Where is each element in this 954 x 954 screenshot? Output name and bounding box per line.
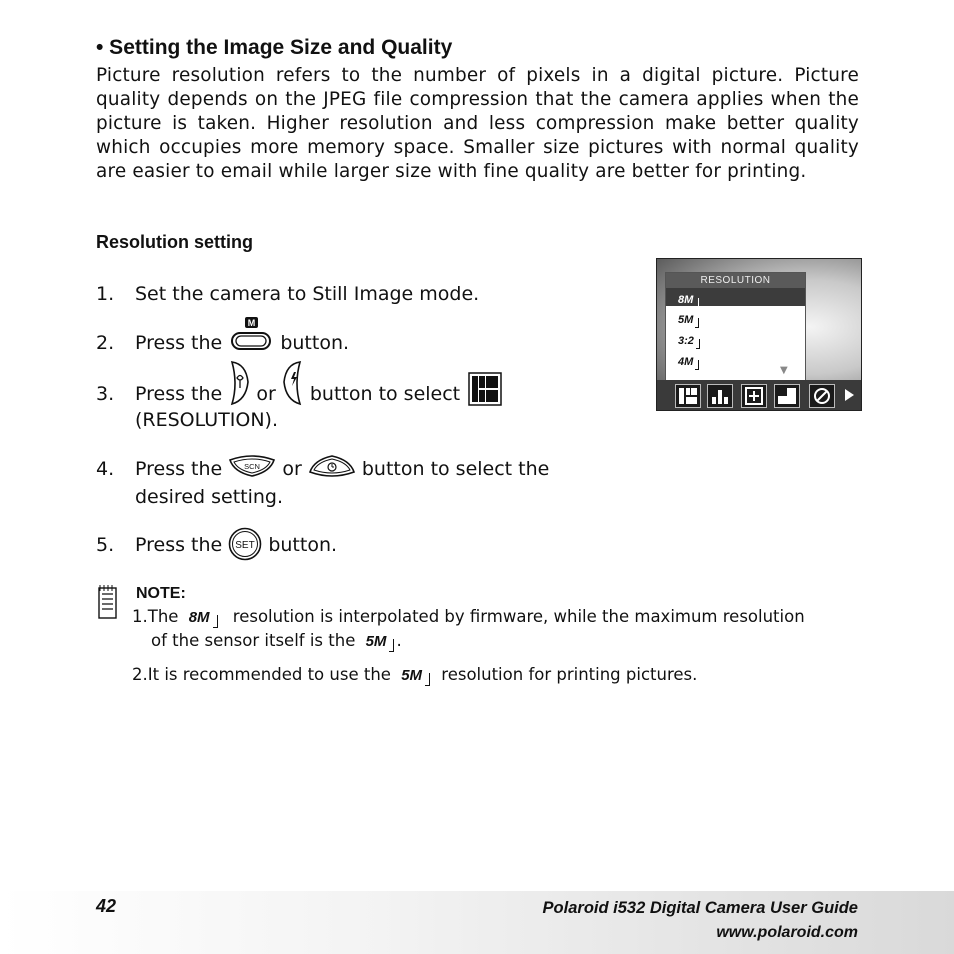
note-title: NOTE: <box>136 585 186 602</box>
step-text: Press the <box>135 458 223 480</box>
next-arrow-icon <box>845 389 854 401</box>
menu-button-icon <box>230 317 272 356</box>
step-text-line2: (RESOLUTION). <box>135 409 279 431</box>
flash-right-button-icon <box>282 382 304 408</box>
scene-up-button-icon <box>228 458 276 482</box>
menu-item-8m: 8M <box>666 288 805 306</box>
scn-label: SCN <box>244 461 261 471</box>
5m-badge-icon: 5M <box>400 669 432 683</box>
step-text: Press the <box>135 383 223 405</box>
footer-title: Polaroid i532 Digital Camera User Guide <box>542 899 858 917</box>
step-text: Press the <box>135 332 223 354</box>
step-text: or <box>282 458 302 480</box>
macro-left-button-icon <box>228 382 250 408</box>
step-number: 5. <box>96 534 115 556</box>
resolution-menu <box>665 272 806 381</box>
note-line-1b: of the sensor itself is the 5M . <box>151 631 402 650</box>
menu-item-4m: 4M <box>666 350 805 368</box>
step-text: Set the camera to Still Image mode. <box>135 283 480 305</box>
page-number: 42 <box>96 896 117 916</box>
step-1 <box>96 281 656 307</box>
step-text: button to select <box>309 383 461 405</box>
step-number: 1. <box>96 283 115 305</box>
note-line-2: 2.It is recommended to use the 5M resolution for printing pictures. <box>132 665 698 684</box>
subheading: Resolution setting <box>96 232 253 252</box>
5m-badge-icon: 5M <box>365 635 397 649</box>
step-5 <box>96 532 656 564</box>
intro-paragraph: Picture resolution refers to the number of pixels in a digital picture. Picture quality depends on the JPEG file compression that the camera applies when the picture is taken. Higher resolution and less compression make better quality which occupies more memory space. Smaller size pictures with normal quality are easier to email while larger size with fine quality are better for printing. <box>96 65 859 182</box>
menu-item-3-2: 3:2 <box>666 329 805 347</box>
effect-tab-icon <box>809 384 835 408</box>
exposure-tab-icon <box>741 384 767 408</box>
set-button-icon <box>228 533 262 559</box>
step-3 <box>96 381 656 433</box>
step-2 <box>96 317 656 360</box>
step-4 <box>96 456 656 508</box>
footer-url: www.polaroid.com <box>716 924 858 941</box>
scroll-down-arrow-icon: ▼ <box>780 365 788 376</box>
step-text: Press the <box>135 534 223 556</box>
resolution-tab-icon <box>675 384 701 408</box>
timer-down-button-icon <box>308 458 356 482</box>
section-heading: • Setting the Image Size and Quality <box>96 36 453 59</box>
lcd-icon-bar <box>657 380 861 410</box>
step-text: or <box>256 383 276 405</box>
step-text: button. <box>280 332 350 354</box>
step-number: 4. <box>96 458 115 480</box>
step-number: 2. <box>96 332 115 354</box>
menu-item-5m: 5M <box>666 308 805 326</box>
note-line-1: 1.The 8M resolution is interpolated by firmware, while the maximum resolution <box>132 607 805 626</box>
resolution-icon <box>466 382 500 408</box>
frame-tab-icon <box>774 384 800 408</box>
lcd-resolution-screen <box>656 258 862 411</box>
step-text-line2: desired setting. <box>135 486 284 508</box>
quality-tab-icon <box>707 384 733 408</box>
step-text: button to select the <box>361 458 550 480</box>
8m-badge-icon: 8M <box>188 611 220 625</box>
menu-title: RESOLUTION <box>666 273 805 288</box>
step-number: 3. <box>96 383 115 405</box>
set-label: SET <box>235 539 256 551</box>
note-icon <box>96 585 118 625</box>
svg-text:M: M <box>248 317 256 328</box>
step-text: button. <box>268 534 338 556</box>
